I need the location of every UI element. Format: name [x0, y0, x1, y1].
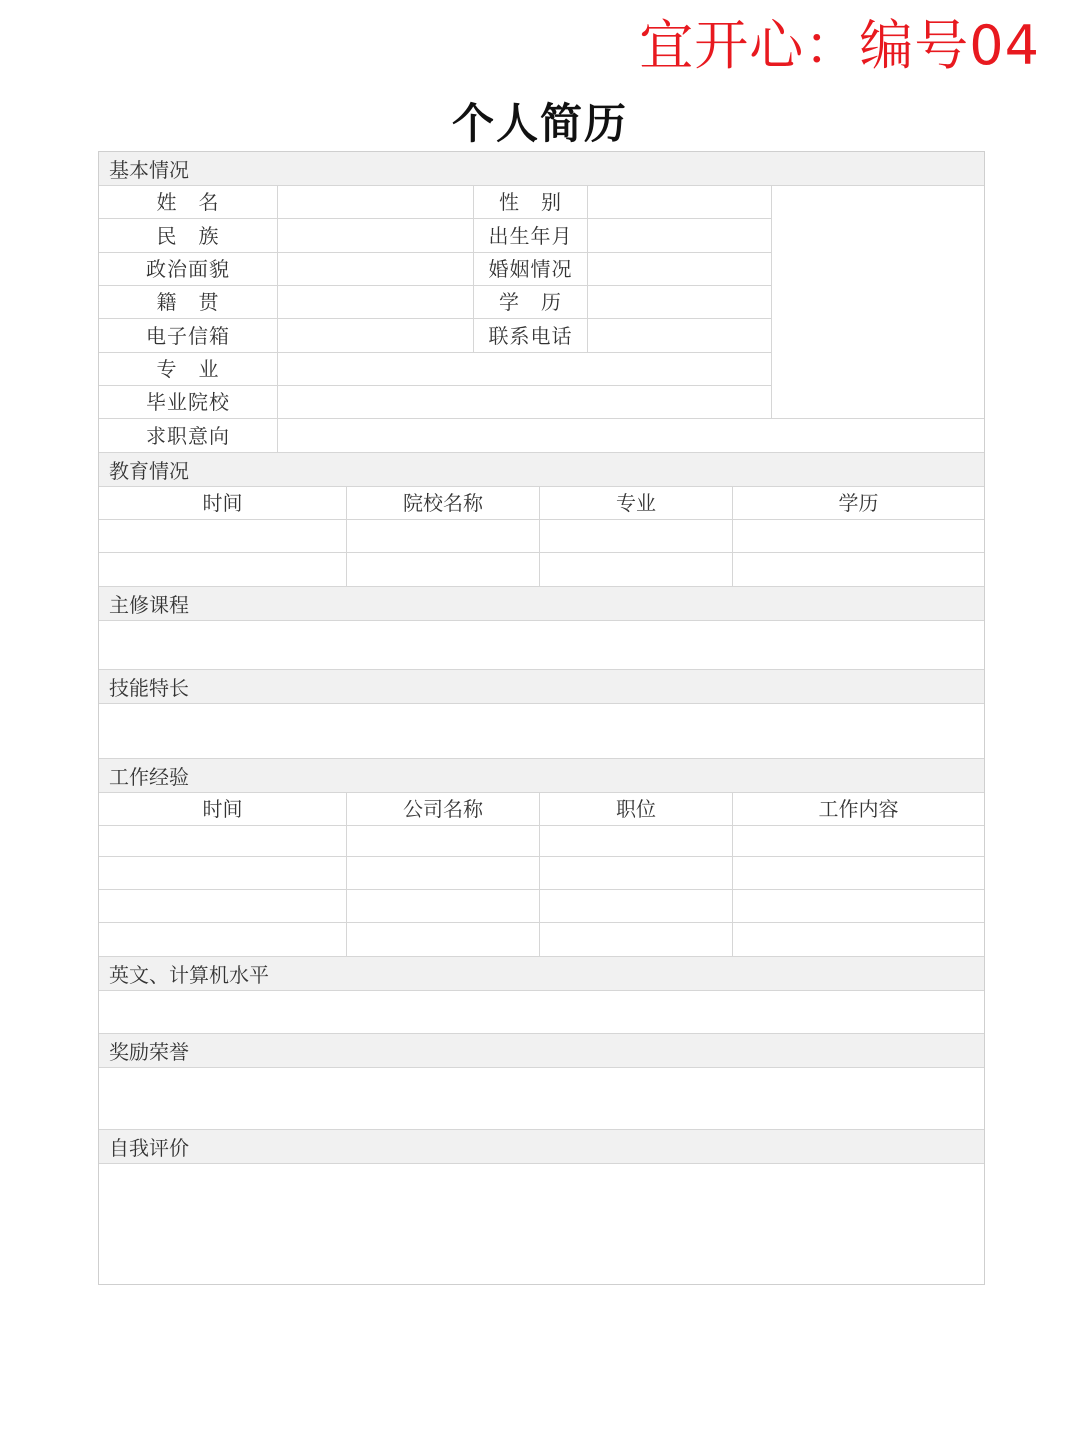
- resume-form: [98, 151, 985, 1285]
- label-phone: 联系电话: [474, 319, 588, 353]
- work-header-content: 工作内容: [733, 793, 984, 826]
- page-title: 个人简历: [451, 99, 628, 148]
- label-email: 电子信箱: [99, 319, 278, 353]
- work-cell[interactable]: [540, 923, 733, 957]
- label-name: 姓 名: [99, 186, 278, 219]
- marital-field[interactable]: [588, 253, 772, 286]
- edu-cell[interactable]: [733, 553, 984, 587]
- label-birth: 出生年月: [474, 219, 588, 253]
- ethnicity-field[interactable]: [278, 219, 474, 253]
- degree-field[interactable]: [588, 286, 772, 319]
- section-language-header: 英文、计算机水平: [99, 957, 984, 991]
- work-cell[interactable]: [99, 890, 347, 923]
- edu-header-degree: 学历: [733, 487, 984, 520]
- name-field[interactable]: [278, 186, 474, 219]
- birth-field[interactable]: [588, 219, 772, 253]
- major-field[interactable]: [278, 353, 772, 386]
- label-politics: 政治面貌: [99, 253, 278, 286]
- work-cell[interactable]: [347, 923, 540, 957]
- label-gender: 性 别: [474, 186, 588, 219]
- edu-cell[interactable]: [347, 520, 540, 553]
- section-basic-header: 基本情况: [99, 152, 984, 186]
- gender-field[interactable]: [588, 186, 772, 219]
- awards-field[interactable]: [99, 1068, 984, 1130]
- skills-field[interactable]: [99, 704, 984, 759]
- origin-field[interactable]: [278, 286, 474, 319]
- objective-field[interactable]: [278, 419, 984, 453]
- label-marital: 婚姻情况: [474, 253, 588, 286]
- work-cell[interactable]: [99, 857, 347, 890]
- politics-field[interactable]: [278, 253, 474, 286]
- self-evaluation-field[interactable]: [99, 1164, 984, 1284]
- work-cell[interactable]: [733, 826, 984, 857]
- watermark-label: 宜开心：编号04: [639, 14, 1040, 77]
- photo-box[interactable]: [772, 186, 984, 419]
- label-school: 毕业院校: [99, 386, 278, 419]
- edu-cell[interactable]: [733, 520, 984, 553]
- work-header-position: 职位: [540, 793, 733, 826]
- language-field[interactable]: [99, 991, 984, 1034]
- work-cell[interactable]: [733, 923, 984, 957]
- phone-field[interactable]: [588, 319, 772, 353]
- school-field[interactable]: [278, 386, 772, 419]
- edu-cell[interactable]: [347, 553, 540, 587]
- label-origin: 籍 贯: [99, 286, 278, 319]
- work-cell[interactable]: [347, 890, 540, 923]
- label-major: 专 业: [99, 353, 278, 386]
- edu-header-time: 时间: [99, 487, 347, 520]
- courses-field[interactable]: [99, 621, 984, 670]
- section-self-header: 自我评价: [99, 1130, 984, 1164]
- work-cell[interactable]: [347, 857, 540, 890]
- section-awards-header: 奖励荣誉: [99, 1034, 984, 1068]
- work-cell[interactable]: [540, 857, 733, 890]
- edu-cell[interactable]: [99, 553, 347, 587]
- edu-cell[interactable]: [99, 520, 347, 553]
- section-education-header: 教育情况: [99, 453, 984, 487]
- work-cell[interactable]: [99, 826, 347, 857]
- work-cell[interactable]: [99, 923, 347, 957]
- section-work-header: 工作经验: [99, 759, 984, 793]
- work-cell[interactable]: [347, 826, 540, 857]
- label-objective: 求职意向: [99, 419, 278, 453]
- work-cell[interactable]: [733, 857, 984, 890]
- work-header-company: 公司名称: [347, 793, 540, 826]
- section-skills-header: 技能特长: [99, 670, 984, 704]
- section-courses-header: 主修课程: [99, 587, 984, 621]
- work-cell[interactable]: [733, 890, 984, 923]
- edu-header-major: 专业: [540, 487, 733, 520]
- work-cell[interactable]: [540, 826, 733, 857]
- label-ethnicity: 民 族: [99, 219, 278, 253]
- email-field[interactable]: [278, 319, 474, 353]
- edu-cell[interactable]: [540, 553, 733, 587]
- label-degree: 学 历: [474, 286, 588, 319]
- edu-header-school: 院校名称: [347, 487, 540, 520]
- work-cell[interactable]: [540, 890, 733, 923]
- work-header-time: 时间: [99, 793, 347, 826]
- edu-cell[interactable]: [540, 520, 733, 553]
